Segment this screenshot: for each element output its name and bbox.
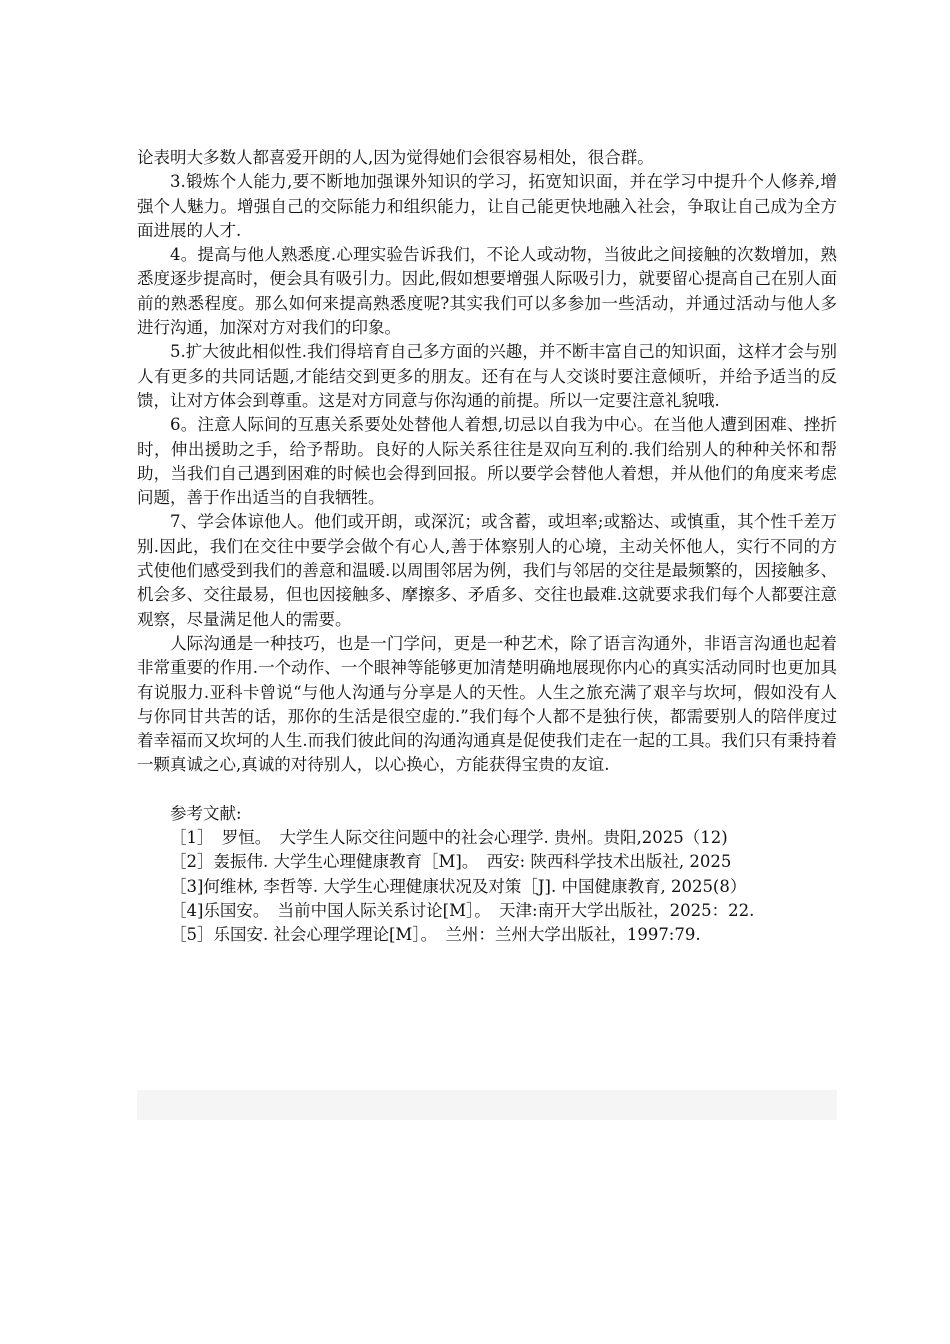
- paragraph-point-7: 7、学会体谅他人。他们或开朗，或深沉；或含蓄，或坦率;或豁达、或慎重，其个性千差万别.因此，我们在交往中要学会做个有心人,善于体察别人的心境，主动关怀他人，实行不同的方式使他们感受到我们的善意和温暖.以周围邻居为例，我们与邻居的交往是最频繁的，因接触多、机会多、交往最易，但也因接触多、摩擦多、矛盾多、交往也最难.这就要求我们每个人都要注意观察，尽量满足他人的需要。: [137, 512, 837, 629]
- paragraph-point-6: 6。注意人际间的互惠关系要处处替他人着想,切忌以自我为中心。在当他人遭到困难、挫折时，伸出援助之手，给予帮助。良好的人际关系往往是双向互利的.我们给别人的种种关怀和帮助，当我们自己遇到困难的时候也会得到回报。所以要学会替他人着想，并从他们的角度来考虑问题，善于作出适当的自我牺牲。: [137, 415, 837, 508]
- reference-item-5: ［5］乐国安. 社会心理学理论[M］。 兰州：兰州大学出版社，1997:79.: [170, 925, 701, 945]
- reference-item-4: ［4]乐国安。 当前中国人际关系讨论[M］。 天津:南开大学出版社，2025：22.: [170, 900, 755, 920]
- footer-band: [137, 1090, 837, 1120]
- reference-item-2: ［2］轰振伟. 大学生心理健康教育［M]。 西安: 陕西科学技术出版社, 2025: [170, 852, 732, 872]
- paragraph-point-4: 4。提高与他人熟悉度.心理实验告诉我们，不论人或动物，当彼此之间接触的次数增加，熟悉度逐步提高时，便会具有吸引力。因此,假如想要增强人际吸引力，就要留心提高自己在别人面前的熟悉程度。那么如何来提高熟悉度呢?其实我们可以多参加一些活动，并通过活动与他人多进行沟通，加深对方对我们的印象。: [137, 245, 837, 338]
- references-section: [137, 802, 837, 948]
- paragraph-point-5: 5.扩大彼此相似性.我们得培育自己多方面的兴趣，并不断丰富自己的知识面，这样才会与别人有更多的共同话题,才能结交到更多的朋友。还有在与人交谈时要注意倾听，并给予适当的反馈，让对方体会到尊重。这是对方同意与你沟通的前提。所以一定要注意礼貌哦.: [137, 342, 837, 410]
- paragraph-conclusion: 人际沟通是一种技巧，也是一门学问，更是一种艺术，除了语言沟通外，非语言沟通也起着非常重要的作用.一个动作、一个眼神等能够更加清楚明确地展现你内心的真实活动同时也更加具有说服力.亚科卡曾说“与他人沟通与分享是人的天性。人生之旅充满了艰辛与坎坷，假如没有人与你同甘共苦的话，那你的生活是很空虚的.”我们每个人都不是独行侠，都需要别人的陪伴度过着幸福而又坎坷的人生.而我们彼此间的沟通沟通真是促使我们走在一起的工具。我们只有秉持着一颗真诚之心,真诚的对待别人，以心换心，方能获得宝贵的友谊.: [137, 633, 837, 775]
- reference-item-3: ［3]何维林, 李哲等. 大学生心理健康状况及对策［J]. 中国健康教育, 2025(8）: [170, 876, 747, 896]
- paragraph-continuation: 论表明大多数人都喜爱开朗的人,因为觉得她们会很容易相处，很合群。: [137, 148, 654, 167]
- paragraph-point-3: 3.锻炼个人能力,要不断地加强课外知识的学习，拓宽知识面，并在学习中提升个人修养,增强个人魅力。增强自己的交际能力和组织能力，让自己能更快地融入社会，争取让自己成为全方面进展的人才.: [137, 172, 837, 240]
- reference-item-1: ［1］ 罗恒。 大学生人际交往问题中的社会心理学. 贵州。贵阳,2025（12): [170, 828, 728, 848]
- references-heading: 参考文献:: [170, 803, 242, 823]
- document-body: [137, 146, 837, 948]
